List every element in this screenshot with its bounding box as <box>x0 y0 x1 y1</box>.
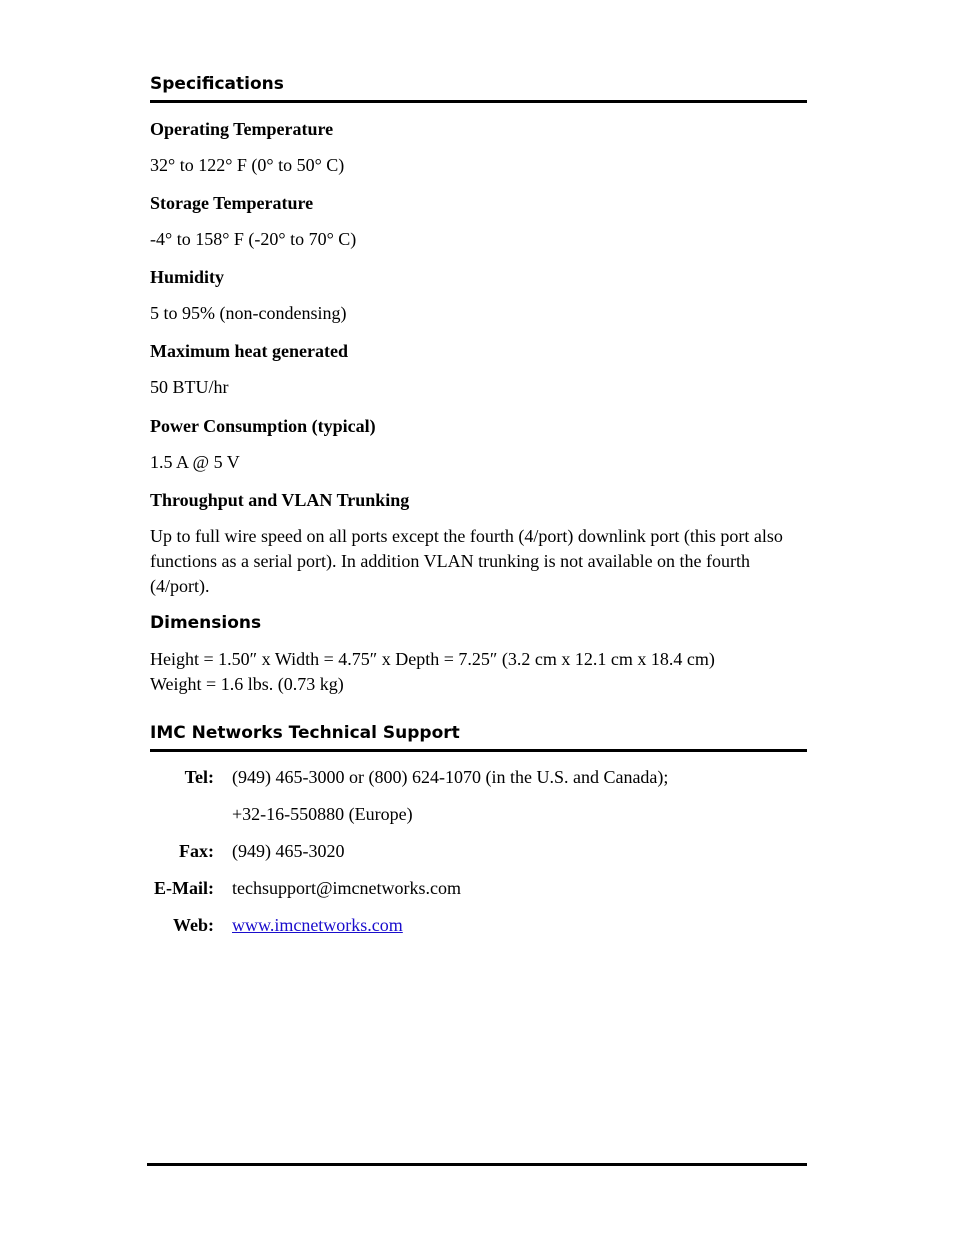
spec-value-power-consumption: 1.5 A @ 5 V <box>150 452 240 472</box>
support-heading: IMC Networks Technical Support <box>150 723 460 743</box>
spec-value-throughput: Up to full wire speed on all ports except the fourth (4/port) downlink port (this port also functions as a serial port). In addition VLAN trunking is not available on the fourth (4/port). <box>150 526 783 596</box>
tel-label: Tel: <box>184 767 214 787</box>
web-value <box>232 913 403 937</box>
dimensions-weight: Weight = 1.6 lbs. (0.73 kg) <box>150 674 344 694</box>
specifications-heading: Specifications <box>150 74 284 94</box>
dimensions-heading: Dimensions <box>150 613 262 633</box>
fax-value: (949) 465-3020 <box>232 841 345 861</box>
tel-value: (949) 465-3000 or (800) 624-1070 (in the U.S. and Canada); <box>232 767 669 787</box>
support-row-email <box>150 876 807 900</box>
email-value: techsupport@imcnetworks.com <box>232 878 462 898</box>
dimensions-size: Height = 1.50″ x Width = 4.75″ x Depth = 7.25″ (3.2 cm x 12.1 cm x 18.4 cm) <box>150 649 715 669</box>
website-link[interactable]: www.imcnetworks.com <box>232 915 403 935</box>
spec-label-max-heat: Maximum heat generated <box>150 341 348 361</box>
fax-label: Fax: <box>179 841 214 861</box>
support-row-web <box>150 913 807 937</box>
support-row-tel <box>150 765 807 789</box>
spec-label-storage-temperature: Storage Temperature <box>150 193 314 213</box>
support-row-fax <box>150 839 807 863</box>
web-label: Web: <box>172 915 214 935</box>
spec-value-operating-temperature: 32° to 122° F (0° to 50° C) <box>150 155 345 175</box>
email-label: E-Mail: <box>154 878 214 898</box>
spec-label-throughput: Throughput and VLAN Trunking <box>150 490 410 510</box>
tel-value-europe: +32-16-550880 (Europe) <box>232 804 413 824</box>
support-row-tel-europe <box>150 802 807 826</box>
support-rule <box>150 749 807 752</box>
spec-label-humidity: Humidity <box>150 267 225 287</box>
specifications-rule <box>150 100 807 103</box>
footer-rule <box>147 1163 807 1166</box>
spec-value-humidity: 5 to 95% (non-condensing) <box>150 303 347 323</box>
spec-label-power-consumption: Power Consumption (typical) <box>150 416 376 436</box>
spec-value-storage-temperature: -4° to 158° F (-20° to 70° C) <box>150 229 357 249</box>
spec-label-operating-temperature: Operating Temperature <box>150 119 334 139</box>
spec-value-max-heat: 50 BTU/hr <box>150 377 229 397</box>
